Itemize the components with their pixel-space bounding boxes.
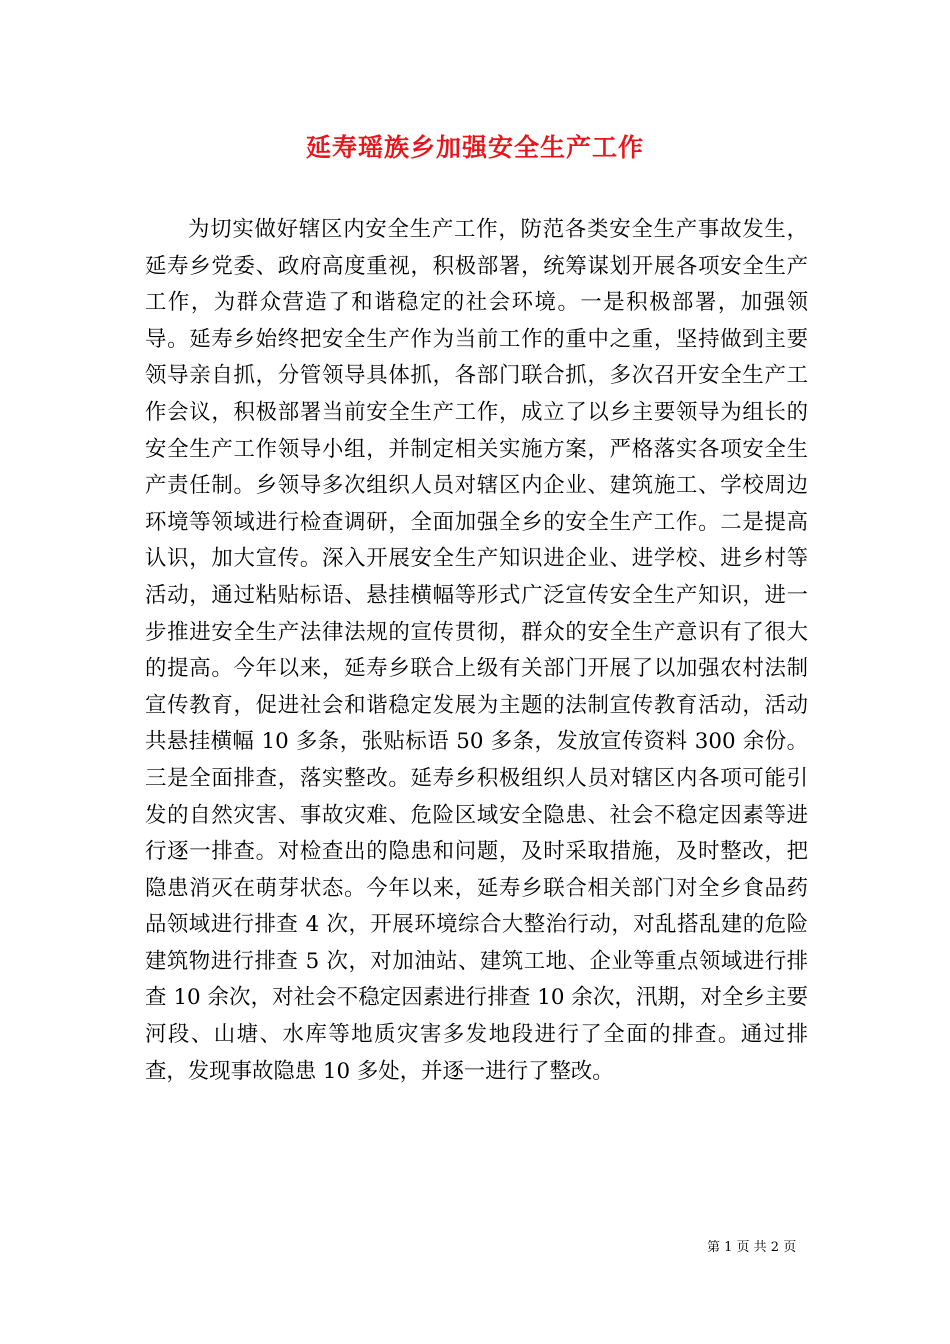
page-title: 延寿瑶族乡加强安全生产工作 (305, 133, 644, 162)
body-paragraph: 为切实做好辖区内安全生产工作，防范各类安全生产事故发生，延寿乡党委、政府高度重视，积极部署，统筹谋划开展各项安全生产工作，为群众营造了和谐稳定的社会环境。一是积极部署，加强领导。延寿乡始终把安全生产作为当前工作的重中之重，坚持做到主要领导亲自抓，分管领导具体抓，各部门联合抓，多次召开安全生产工作会议，积极部署当前安全生产工作，成立了以乡主要领导为组长的安全生产工作领导小组，并制定相关实施方案，严格落实各项安全生产责任制。乡领导多次组织人员对辖区内企业、建筑施工、学校周边环境等领域进行检查调研，全面加强全乡的安全生产工作。二是提高认识，加大宣传。深入开展安全生产知识进企业、进学校、进乡村等活动，通过粘贴标语、悬挂横幅等形式广泛宣传安全生产知识，进一步推进安全生产法律法规的宣传贯彻，群众的安全生产意识有了很大的提高。今年以来，延寿乡联合上级有关部门开展了以加强农村法制宣传教育，促进社会和谐稳定发展为主题的法制宣传教育活动，活动共悬挂横幅 10 多条，张贴标语 50 多条，发放宣传资料 300 余份。三是全面排查，落实整改。延寿乡积极组织人员对辖区内各项可能引发的自然灾害、事故灾难、危险区域安全隐患、社会不稳定因素等进行逐一排查。对检查出的隐患和问题，及时采取措施，及时整改，把隐患消灭在萌芽状态。今年以来，延寿乡联合相关部门对全乡食品药品领域进行排查 4 次，开展环境综合大整治行动，对乱搭乱建的危险建筑物进行排查 5 次，对加油站、建筑工地、企业等重点领域进行排查 10 余次，对社会不稳定因素进行排查 10 余次，汛期，对全乡主要河段、山塘、水库等地质灾害多发地段进行了全面的排查。通过排查，发现事故隐患 10 多处，并逐一进行了整改。 (145, 217, 808, 1084)
page-number: 第 1 页 共 2 页 (707, 1240, 797, 1255)
